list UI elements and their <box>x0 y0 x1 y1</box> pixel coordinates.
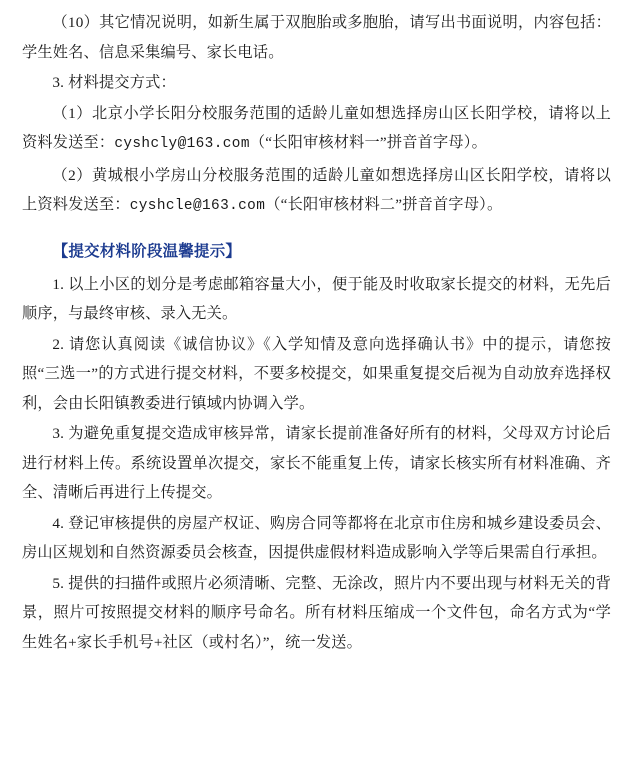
paragraph-submit-2: （2）黄城根小学房山分校服务范围的适龄儿童如想选择房山区长阳学校，请将以上资料发送至：cyshcle@163.com（“长阳审核材料二”拼音首字母）。 <box>22 166 611 214</box>
paragraph-tip-5: 5. 提供的扫描件或照片必须清晰、完整、无涂改，照片内不要出现与材料无关的背景，照片可按照提交材料的顺序号命名。所有材料压缩成一个文件包，命名方式为“学生姓名+家长手机号+社区（或村名）”，统一发送。 <box>22 574 611 651</box>
paragraph-tip-1: 1. 以上小区的划分是考虑邮箱容量大小，便于能及时收取家长提交的材料，无先后顺序，与最终审核、录入无关。 <box>22 275 611 322</box>
paragraph-item-10: （10）其它情况说明，如新生属于双胞胎或多胞胎，请写出书面说明，内容包括：学生姓名、信息采集编号、家长电话。 <box>22 14 611 61</box>
section-heading-tips: 【提交材料阶段温馨提示】 <box>52 242 242 260</box>
paragraph-section-3: 3. 材料提交方式： <box>52 74 176 91</box>
email-address-2: cyshcle@163.com <box>129 198 266 214</box>
paragraph-tip-2: 2. 请您认真阅读《诚信协议》《入学知情及意向选择确认书》中的提示，请您按照“三选一”的方式进行提交材料，不要多校提交，如果重复提交后视为自动放弃选择权利，会由长阳镇教委进行镇域内协调入学。 <box>22 335 611 412</box>
paragraph-tip-3: 3. 为避免重复提交造成审核异常，请家长提前准备好所有的材料，父母双方讨论后进行材料上传。系统设置单次提交，家长不能重复上传，请家长核实所有材料准确、齐全、清晰后再进行上传提交。 <box>22 425 611 501</box>
paragraph-submit-1: （1）北京小学长阳分校服务范围的适龄儿童如想选择房山区长阳学校，请将以上资料发送至：cyshcly@163.com（“长阳审核材料一”拼音首字母）。 <box>22 104 611 152</box>
paragraph-tip-4: 4. 登记审核提供的房屋产权证、购房合同等都将在北京市住房和城乡建设委员会、房山区规划和自然资源委员会核查，因提供虚假材料造成影响入学等后果需自行承担。 <box>22 514 611 561</box>
email-address-1: cyshcly@163.com <box>114 136 250 152</box>
